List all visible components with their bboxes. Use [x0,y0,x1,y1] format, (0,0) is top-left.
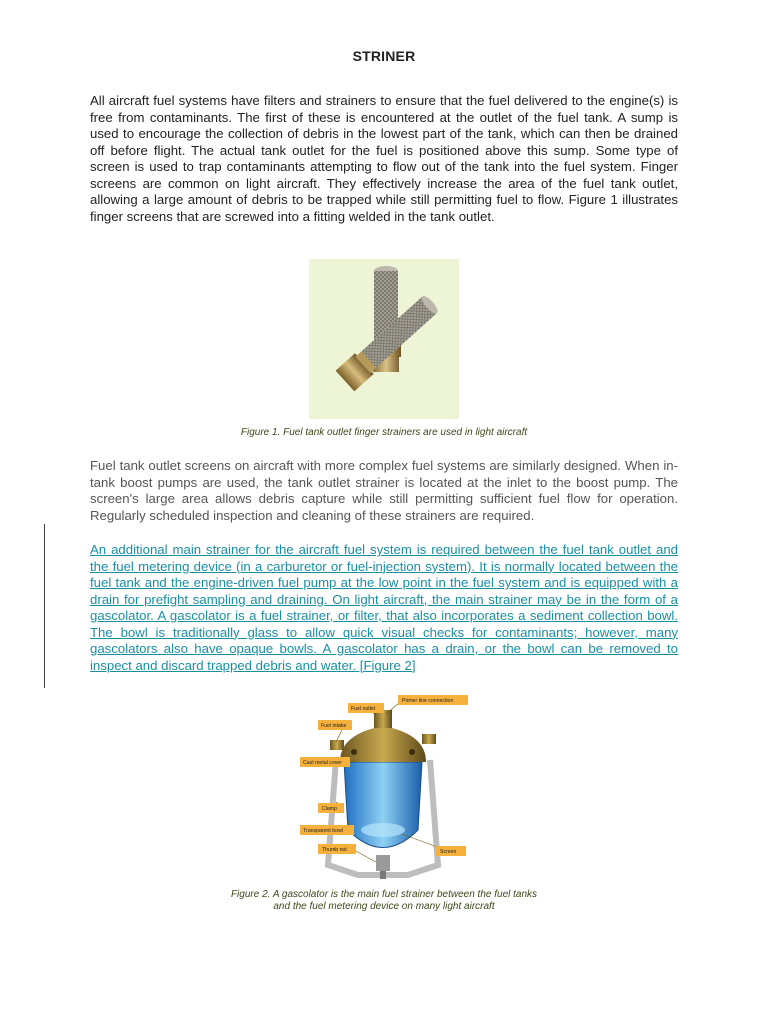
figure-2-gascolator [296,690,470,882]
finger-strainer-illustration [309,259,459,419]
label-thumb-nut: Thumb nut [322,847,347,853]
label-screen: Screen [440,849,457,855]
figure-1-finger-strainers [309,259,459,419]
figure-2-caption-line-1: Figure 2. A gascolator is the main fuel strainer between the fuel tanks [230,889,538,900]
label-cast-metal-cover: Cast metal cover [303,760,342,766]
document-title: STRINER [352,48,416,64]
figure-2-caption [0,889,768,913]
figure-2-caption-line-2: and the fuel metering device on many light aircraft [273,901,495,912]
label-transparent-bowl: Transparent bowl [303,828,343,834]
paragraph-main-strainer[interactable]: An additional main strainer for the aircraft fuel system is required between the fuel tank outlet and the fuel metering device (in a carburetor or fuel-injection system). It is normally located between the fuel tank and the engine-driven fuel pump at the low point in the fuel system and is equipped with a drain for prefight sampling and draining. On light aircraft, the main strainer may be in the form of a gascolator. A gascolator is a fuel strainer, or filter, that also incorporates a sediment collection bowl. The bowl is traditionally glass to allow quick visual checks for contaminants; however, many gascolators also have opaque bowls. A gascolator has a drain, or the bowl can be removed to inspect and discard trapped debris and water. [Figure 2] [90,542,678,673]
screen [361,823,405,837]
change-bar [44,524,45,688]
gascolator-diagram [296,690,470,882]
label-fuel-intake: Fuel intake [321,723,347,729]
figure-1-caption: Figure 1. Fuel tank outlet finger strainers are used in light aircraft [240,427,528,438]
paragraph-outlet-screens: Fuel tank outlet screens on aircraft with more complex fuel systems are similarly designed. When in-tank boost pumps are used, the tank outlet strainer is located at the inlet to the boost pump. The screen's large area allows debris capture while still permitting sufficient fuel flow for operation. Regularly scheduled inspection and cleaning of these strainers are required. [90,458,678,523]
label-fuel-outlet: Fuel outlet [351,706,376,712]
thumb-nut [376,855,390,871]
label-primer-line-connection: Primer line connection [402,698,454,704]
label-clamp: Clamp [322,806,337,812]
paragraph-intro: All aircraft fuel systems have filters and strainers to ensure that the fuel delivered to the engine(s) is free from contaminants. The first of these is encountered at the outlet of the fuel tank. A sump is used to encourage the collection of debris in the lowest part of the tank, which can then be drained off before flight. The actual tank outlet for the fuel is positioned above this sump. Some type of screen is used to trap contaminants attempting to flow out of the tank into the fuel system. Finger screens are common on light aircraft. They effectively increase the area of the fuel tank outlet, allowing a large amount of debris to be trapped while still permitting fuel to flow. Figure 1 illustrates finger screens that are screwed into a fitting welded in the tank outlet. [90,93,678,224]
